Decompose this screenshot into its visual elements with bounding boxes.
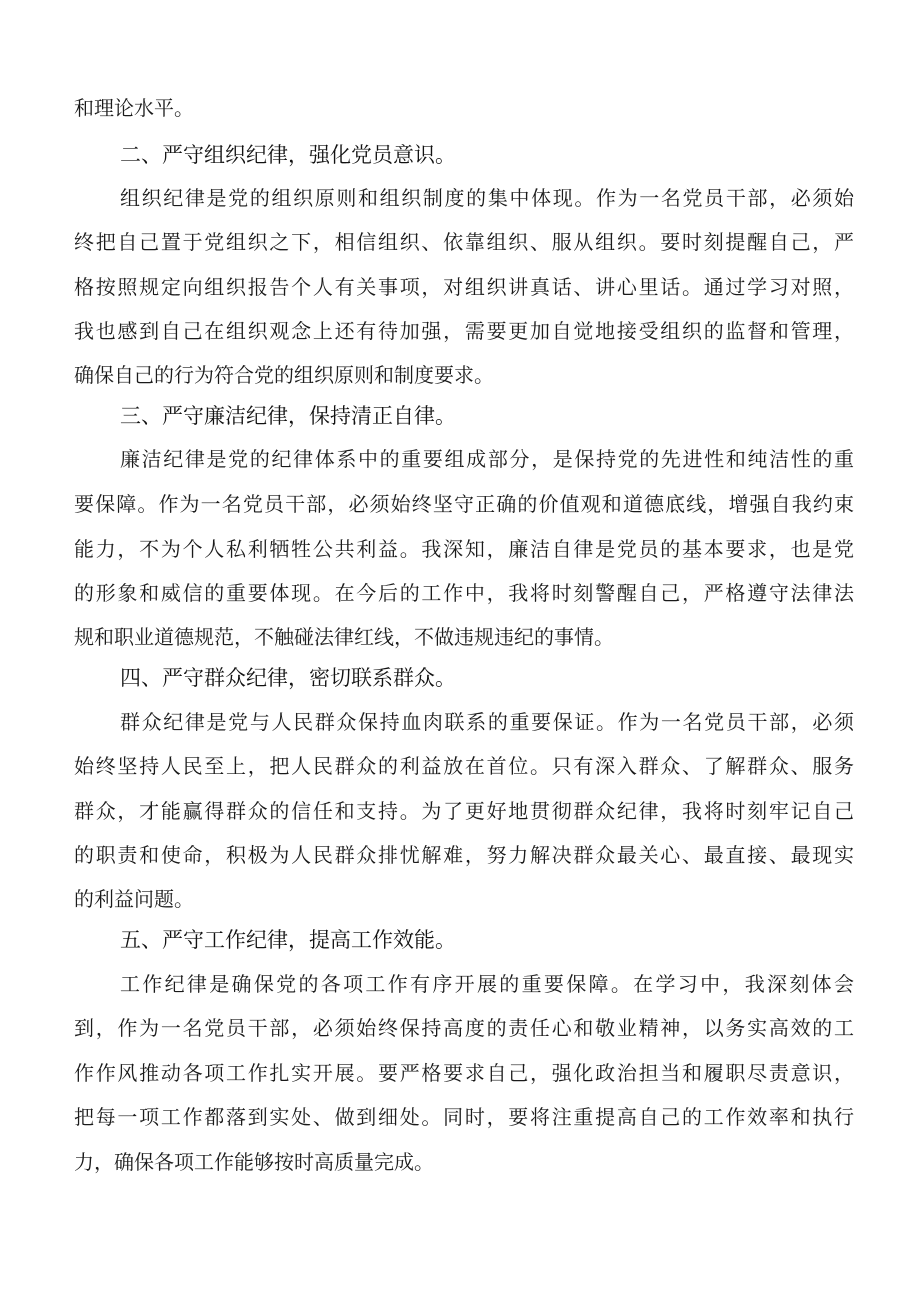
paragraph-line: 的利益问题。 xyxy=(74,887,194,911)
paragraph-line: 廉洁纪律是党的纪律体系中的重要组成部分，是保持党的先进性和纯洁性的重 xyxy=(120,447,854,471)
intro-line: 和理论水平。 xyxy=(74,96,194,120)
section-heading-5: 五、严守工作纪律，提高工作效能。 xyxy=(120,928,456,952)
paragraph-line: 确保自己的行为符合党的组织原则和制度要求。 xyxy=(74,363,494,387)
section-heading-2: 二、严守组织纪律，强化党员意识。 xyxy=(120,143,456,167)
paragraph-line: 我也感到自己在组织观念上还有待加强，需要更加自觉地接受组织的监督和管理， xyxy=(74,319,854,343)
section-heading-4: 四、严守群众纪律，密切联系群众。 xyxy=(120,666,456,690)
paragraph-line: 群众纪律是党与人民群众保持血肉联系的重要保证。作为一名党员干部，必须 xyxy=(120,710,854,734)
paragraph-line: 组织纪律是党的组织原则和组织制度的集中体现。作为一名党员干部，必须始 xyxy=(120,186,854,210)
paragraph-line: 把每一项工作都落到实处、做到细处。同时，要将注重提高自己的工作效率和执行 xyxy=(74,1105,854,1129)
paragraph-line: 工作纪律是确保党的各项工作有序开展的重要保障。在学习中，我深刻体会 xyxy=(120,972,854,996)
paragraph-line: 始终坚持人民至上，把人民群众的利益放在首位。只有深入群众、了解群众、服务 xyxy=(74,754,854,778)
paragraph-line: 的职责和使命，积极为人民群众排忧解难，努力解决群众最关心、最直接、最现实 xyxy=(74,843,854,867)
paragraph-line: 的形象和威信的重要体现。在今后的工作中，我将时刻警醒自己，严格遵守法律法 xyxy=(74,581,854,605)
paragraph-line: 规和职业道德规范，不触碰法律红线，不做违规违纪的事情。 xyxy=(74,625,614,649)
paragraph-line: 力，确保各项工作能够按时高质量完成。 xyxy=(74,1150,434,1174)
paragraph-line: 终把自己置于党组织之下，相信组织、依靠组织、服从组织。要时刻提醒自己，严 xyxy=(74,230,854,254)
section-heading-3: 三、严守廉洁纪律，保持清正自律。 xyxy=(120,404,456,428)
paragraph-line: 作作风推动各项工作扎实开展。要严格要求自己，强化政治担当和履职尽责意识， xyxy=(74,1061,854,1085)
paragraph-line: 要保障。作为一名党员干部，必须始终坚守正确的价值观和道德底线，增强自我约束 xyxy=(74,492,854,516)
paragraph-line: 群众，才能赢得群众的信任和支持。为了更好地贯彻群众纪律，我将时刻牢记自己 xyxy=(74,799,854,823)
paragraph-line: 能力，不为个人私利牺牲公共利益。我深知，廉洁自律是党员的基本要求，也是党 xyxy=(74,537,854,561)
paragraph-line: 格按照规定向组织报告个人有关事项，对组织讲真话、讲心里话。通过学习对照， xyxy=(74,275,854,299)
paragraph-line: 到，作为一名党员干部，必须始终保持高度的责任心和敬业精神，以务实高效的工 xyxy=(74,1016,854,1040)
